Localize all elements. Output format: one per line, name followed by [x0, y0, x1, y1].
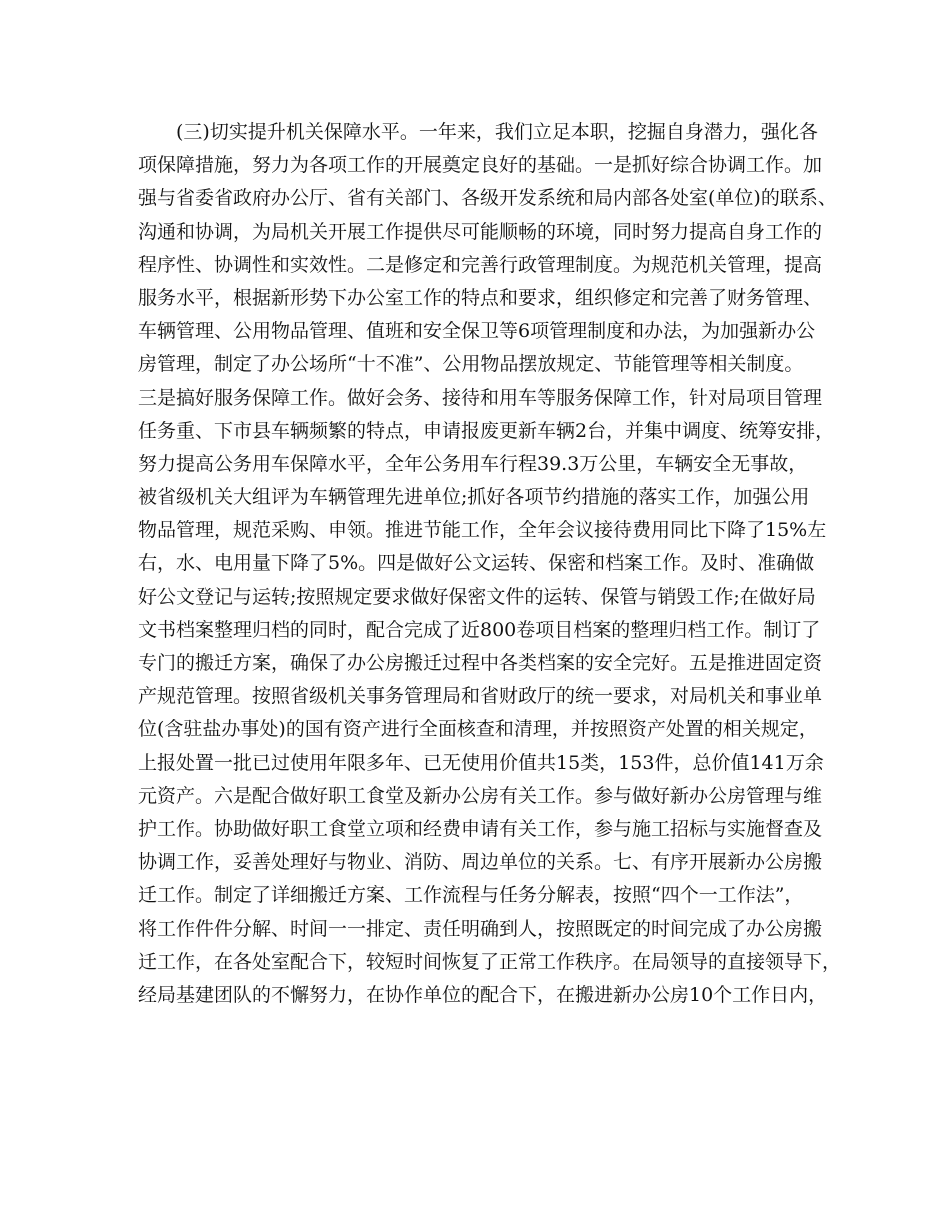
text-line: 元资产。六是配合做好职工食堂及新办公房有关工作。参与做好新办公房管理与维: [138, 784, 823, 807]
text-line: 程序性、协调性和实效性。二是修定和完善行政管理制度。为规范机关管理，提高: [138, 253, 823, 276]
text-line: 位(含驻盐办事处)的国有资产进行全面核查和清理，并按照资产处置的相关规定，: [138, 718, 818, 741]
text-line: 协调工作，妥善处理好与物业、消防、周边单位的关系。七、有序开展新办公房搬: [138, 851, 823, 874]
text-line: 护工作。协助做好职工食堂立项和经费申请有关工作，参与施工招标与实施督查及: [138, 817, 823, 840]
text-line: 三是搞好服务保障工作。做好会务、接待和用车等服务保障工作，针对局项目管理: [138, 386, 823, 409]
text-line: 沟通和协调，为局机关开展工作提供尽可能顺畅的环境，同时努力提高自身工作的: [138, 220, 823, 243]
text-line: 强与省委省政府办公厅、省有关部门、各级开发系统和局内部各处室(单位)的联系、: [138, 187, 837, 210]
body-paragraph: [138, 116, 842, 1012]
text-line: 上报处置一批已过使用年限多年、已无使用价值共15类，153件，总价值141万余: [138, 751, 824, 774]
text-line: 项保障措施，努力为各项工作的开展奠定良好的基础。一是抓好综合协调工作。加: [138, 154, 823, 177]
text-line: 专门的搬迁方案，确保了办公房搬迁过程中各类档案的安全完好。五是推进固定资: [138, 652, 823, 674]
text-line: 服务水平，根据新形势下办公室工作的特点和要求，组织修定和完善了财务管理、: [138, 286, 823, 309]
text-line: 物品管理，规范采购、申领。推进节能工作，全年会议接待费用同比下降了15%左: [138, 519, 827, 542]
text-line: 迁工作，在各处室配合下，较短时间恢复了正常工作秩序。在局领导的直接领导下，: [138, 950, 842, 973]
text-line: 任务重、下市县车辆频繁的特点，申请报废更新车辆2台，并集中调度、统筹安排，: [138, 419, 835, 442]
text-line: 文书档案整理归档的同时，配合完成了近800卷项目档案的整理归档工作。制订了: [138, 618, 821, 641]
text-line: 房管理，制定了办公场所“十不准”、公用物品摆放规定、节能管理等相关制度。: [138, 353, 804, 376]
text-line: 经局基建团队的不懈努力，在协作单位的配合下，在搬进新办公房10个工作日内，: [138, 983, 828, 1006]
text-line: 车辆管理、公用物品管理、值班和安全保卫等6项管理制度和办法，为加强新办公: [138, 320, 816, 343]
text-line: 产规范管理。按照省级机关事务管理局和省财政厅的统一要求，对局机关和事业单: [138, 685, 823, 708]
text-line: 努力提高公务用车保障水平，全年公务用车行程39.3万公里，车辆安全无事故，: [138, 452, 808, 475]
text-line: 右，水、电用量下降了5%。四是做好公文运转、保密和档案工作。及时、准确做: [138, 552, 815, 575]
text-line: 好公文登记与运转;按照规定要求做好保密文件的运转、保管与销毁工作;在做好局: [138, 585, 816, 608]
text-line: 将工作件件分解、时间一一排定、责任明确到人，按照既定的时间完成了办公房搬: [138, 917, 823, 940]
text-line: (三)切实提升机关保障水平。一年来，我们立足本职，挖掘自身潜力，强化各: [176, 121, 818, 143]
text-line: 迁工作。制定了详细搬迁方案、工作流程与任务分解表，按照“四个一工作法”，: [138, 884, 804, 907]
text-line: 被省级机关大组评为车辆管理先进单位;抓好各项节约措施的落实工作，加强公用: [138, 486, 810, 509]
